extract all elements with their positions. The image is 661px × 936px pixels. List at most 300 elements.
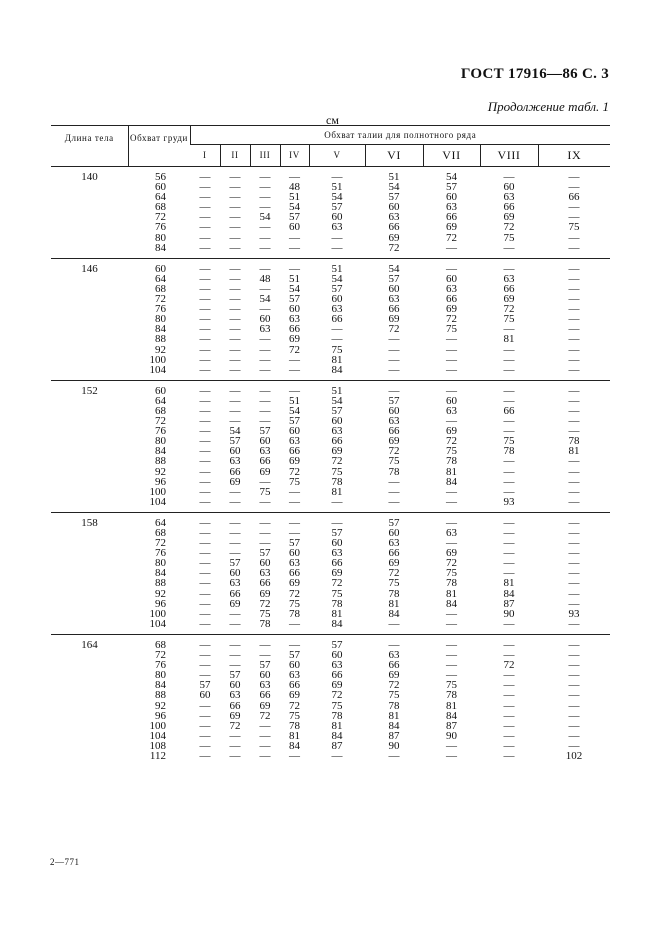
waist-cell: 60 <box>388 404 400 417</box>
waist-cell: — <box>503 455 515 468</box>
chest-cell: 100 <box>149 719 166 732</box>
chest-cell: 76 <box>155 221 166 234</box>
waist-cell: 69 <box>229 709 241 722</box>
chest-cell: 64 <box>155 394 166 407</box>
waist-cell: 81 <box>331 353 343 366</box>
body-length-cell <box>51 436 128 446</box>
waist-cell: 63 <box>229 455 241 468</box>
body-length-cell <box>51 192 128 202</box>
waist-cell: 63 <box>259 679 271 692</box>
waist-cell: — <box>503 719 515 732</box>
waist-cell: 60 <box>331 293 343 306</box>
waist-cell: 69 <box>331 445 343 458</box>
table-row <box>51 456 610 466</box>
waist-cell: 63 <box>259 323 271 336</box>
waist-cell: 57 <box>199 679 211 692</box>
waist-cell: 60 <box>259 557 271 570</box>
waist-cell: — <box>446 516 457 529</box>
waist-cell: 66 <box>229 699 241 712</box>
waist-cell: — <box>331 171 343 183</box>
table-row <box>51 334 610 344</box>
waist-cell: — <box>388 475 400 488</box>
waist-cell: — <box>331 241 343 254</box>
waist-cell: — <box>199 475 211 488</box>
waist-cell: 51 <box>289 191 300 204</box>
table-row <box>51 274 610 284</box>
waist-cell: 63 <box>388 649 400 662</box>
waist-cell: — <box>199 394 211 407</box>
waist-cell: 54 <box>446 171 457 183</box>
waist-cell: — <box>446 485 457 498</box>
waist-cell: — <box>503 669 515 682</box>
waist-cell: 63 <box>229 689 241 702</box>
waist-cell: 60 <box>331 211 343 224</box>
waist-cell: 69 <box>446 303 457 316</box>
chest-cell: 88 <box>155 577 166 590</box>
body-length-cell <box>51 548 128 558</box>
waist-cell: 57 <box>331 201 343 214</box>
waist-cell: 60 <box>259 435 271 448</box>
waist-cell: — <box>503 567 515 580</box>
waist-cell: — <box>199 303 211 316</box>
waist-cell: 75 <box>331 465 343 478</box>
chest-cell: 100 <box>149 353 166 366</box>
waist-cell: — <box>259 719 271 732</box>
waist-cell: — <box>259 333 271 346</box>
table-row <box>51 446 610 456</box>
waist-cell: — <box>229 537 241 550</box>
waist-cell: 84 <box>388 607 400 620</box>
waist-cell: — <box>388 495 400 508</box>
waist-cell: 57 <box>289 293 300 306</box>
waist-cell: — <box>229 282 241 295</box>
waist-cell: — <box>388 353 400 366</box>
table-row <box>51 355 610 365</box>
waist-cell: — <box>259 363 271 376</box>
waist-cell: 75 <box>568 221 580 234</box>
body-length-cell <box>51 456 128 466</box>
waist-cell: 54 <box>388 262 400 275</box>
waist-cell: — <box>289 516 300 529</box>
waist-cell: 60 <box>446 191 457 204</box>
waist-cell: 66 <box>388 547 400 560</box>
body-length-cell <box>51 599 128 609</box>
waist-cell: — <box>229 749 241 762</box>
waist-cell: 57 <box>259 425 271 438</box>
body-length-cell <box>51 680 128 690</box>
waist-cell: — <box>289 231 300 244</box>
waist-cell: — <box>331 323 343 336</box>
body-length-cell <box>51 609 128 619</box>
table-row <box>51 477 610 487</box>
waist-cell: 60 <box>289 659 300 672</box>
table-row <box>51 670 610 680</box>
waist-cell: — <box>446 739 457 752</box>
waist-cell: 66 <box>289 445 300 458</box>
waist-cell: 63 <box>289 313 300 326</box>
waist-cell: — <box>229 363 241 376</box>
waist-cell: — <box>568 241 580 254</box>
table-row <box>51 406 610 416</box>
waist-cell: 75 <box>446 679 457 692</box>
fullness-header-2: II <box>220 145 250 167</box>
waist-cell: — <box>229 313 241 326</box>
body-length-cell: 158 <box>81 516 98 529</box>
waist-cell: 63 <box>388 293 400 306</box>
waist-cell: — <box>446 749 457 762</box>
body-length-cell <box>51 741 128 751</box>
waist-cell: — <box>568 475 580 488</box>
chest-cell: 64 <box>155 191 166 204</box>
waist-cell: — <box>503 323 515 336</box>
waist-cell: 78 <box>331 475 343 488</box>
waist-cell: — <box>568 211 580 224</box>
table-row <box>51 380 610 396</box>
waist-cell: — <box>199 649 211 662</box>
waist-cell: — <box>503 241 515 254</box>
body-length-cell <box>51 487 128 497</box>
waist-cell: — <box>568 577 580 590</box>
waist-cell: 81 <box>503 333 515 346</box>
waist-cell: — <box>568 547 580 560</box>
waist-cell: — <box>568 567 580 580</box>
waist-cell: — <box>229 617 241 630</box>
chest-cell: 80 <box>155 313 166 326</box>
body-length-cell <box>51 406 128 416</box>
waist-cell: — <box>199 313 211 326</box>
waist-cell: — <box>568 201 580 214</box>
waist-cell: — <box>199 455 211 468</box>
body-length-cell <box>51 589 128 599</box>
waist-cell: — <box>229 607 241 620</box>
waist-cell: — <box>199 171 211 183</box>
waist-cell: 69 <box>331 567 343 580</box>
waist-cell: — <box>503 699 515 712</box>
waist-cell: — <box>331 495 343 508</box>
waist-cell: 102 <box>565 749 583 762</box>
body-length-cell <box>51 324 128 334</box>
chest-cell: 88 <box>155 455 166 468</box>
body-length-cell <box>51 528 128 538</box>
waist-cell: 72 <box>388 241 400 254</box>
table-row <box>51 528 610 538</box>
waist-cell: 81 <box>331 719 343 732</box>
waist-cell: 63 <box>331 425 343 438</box>
waist-cell: 66 <box>229 587 241 600</box>
waist-cell: — <box>503 649 515 662</box>
waist-cell: — <box>199 272 211 285</box>
chest-cell: 108 <box>149 739 166 752</box>
body-length-cell <box>51 690 128 700</box>
waist-cell: — <box>568 659 580 672</box>
table-row <box>51 578 610 588</box>
table-header <box>51 126 610 167</box>
chest-cell: 80 <box>155 669 166 682</box>
waist-cell: — <box>388 343 400 356</box>
waist-cell: 75 <box>388 577 400 590</box>
waist-cell: — <box>568 415 580 428</box>
waist-cell: 72 <box>331 455 343 468</box>
waist-cell: 75 <box>446 567 457 580</box>
waist-cell: 78 <box>331 709 343 722</box>
waist-cell: — <box>568 638 580 651</box>
chest-cell: 60 <box>155 181 166 194</box>
waist-cell: — <box>229 343 241 356</box>
chest-cell: 76 <box>155 547 166 560</box>
waist-cell: — <box>259 343 271 356</box>
waist-cell: 54 <box>331 272 343 285</box>
waist-cell: — <box>259 384 271 397</box>
waist-cell: 72 <box>289 587 300 600</box>
body-length-cell <box>51 222 128 232</box>
waist-cell: 66 <box>331 313 343 326</box>
table-row <box>51 599 610 609</box>
waist-cell: 78 <box>331 597 343 610</box>
waist-cell: 72 <box>259 597 271 610</box>
waist-cell: — <box>229 323 241 336</box>
table-row <box>51 202 610 212</box>
chest-cell: 76 <box>155 425 166 438</box>
waist-cell: — <box>388 363 400 376</box>
waist-cell: — <box>503 617 515 630</box>
waist-cell: 78 <box>289 607 300 620</box>
chest-cell: 92 <box>155 465 166 478</box>
waist-cell: 60 <box>289 425 300 438</box>
waist-cell: 57 <box>289 415 300 428</box>
waist-cell: — <box>229 201 241 214</box>
length-group <box>51 167 610 259</box>
waist-cell: 51 <box>331 384 343 397</box>
waist-cell: 84 <box>331 729 343 742</box>
waist-cell: — <box>503 527 515 539</box>
body-length-cell <box>51 711 128 721</box>
waist-cell: — <box>229 394 241 407</box>
waist-cell: 54 <box>331 191 343 204</box>
waist-cell: 66 <box>259 455 271 468</box>
waist-cell: — <box>259 221 271 234</box>
waist-cell: 51 <box>289 394 300 407</box>
waist-cell: — <box>199 201 211 214</box>
table-row <box>51 304 610 314</box>
body-length-cell <box>51 426 128 436</box>
chest-cell: 84 <box>155 241 166 254</box>
waist-cell: — <box>259 303 271 316</box>
waist-cell: — <box>199 495 211 508</box>
waist-cell: — <box>199 293 211 306</box>
waist-cell: — <box>259 415 271 428</box>
waist-cell: 57 <box>259 659 271 672</box>
waist-cell: — <box>229 384 241 397</box>
waist-cell: — <box>199 638 211 651</box>
table-row <box>51 589 610 599</box>
fullness-header-6: VI <box>365 145 423 167</box>
body-length-cell <box>51 233 128 243</box>
waist-cell: 90 <box>503 607 515 620</box>
waist-cell: — <box>446 607 457 620</box>
waist-cell: 60 <box>331 537 343 550</box>
waist-cell: 87 <box>446 719 457 732</box>
table-row <box>51 436 610 446</box>
waist-cell: 60 <box>388 527 400 539</box>
waist-cell: — <box>568 649 580 662</box>
waist-cell: — <box>199 557 211 570</box>
waist-cell: — <box>568 537 580 550</box>
table-row <box>51 426 610 436</box>
waist-cell: 87 <box>388 729 400 742</box>
table-row <box>51 497 610 513</box>
waist-cell: 57 <box>388 516 400 529</box>
waist-cell: 63 <box>388 415 400 428</box>
waist-cell: — <box>503 537 515 550</box>
waist-cell: 69 <box>289 333 300 346</box>
waist-cell: — <box>503 689 515 702</box>
waist-cell: — <box>568 465 580 478</box>
waist-cell: 90 <box>388 739 400 752</box>
waist-cell: 57 <box>388 394 400 407</box>
waist-cell: — <box>229 739 241 752</box>
waist-cell: 84 <box>331 617 343 630</box>
waist-cell: 69 <box>388 669 400 682</box>
waist-cell: 87 <box>503 597 515 610</box>
body-length-cell <box>51 578 128 588</box>
waist-cell: — <box>331 516 343 529</box>
waist-cell: 72 <box>446 231 457 244</box>
waist-cell: — <box>259 495 271 508</box>
chest-cell: 84 <box>155 445 166 458</box>
waist-group-header: Обхват талии для полнотного ряда <box>190 126 610 145</box>
waist-cell: — <box>229 181 241 194</box>
table-row <box>51 324 610 334</box>
waist-cell: 72 <box>446 557 457 570</box>
table-row <box>51 365 610 381</box>
waist-cell: — <box>568 384 580 397</box>
waist-cell: — <box>229 262 241 275</box>
waist-cell: 66 <box>388 425 400 438</box>
chest-cell: 68 <box>155 404 166 417</box>
waist-cell: 60 <box>331 415 343 428</box>
table-row <box>51 487 610 497</box>
body-length-cell <box>51 416 128 426</box>
waist-cell: 75 <box>503 231 515 244</box>
waist-cell: — <box>568 729 580 742</box>
waist-cell: 60 <box>199 689 211 702</box>
waist-cell: 66 <box>568 191 580 204</box>
waist-cell: — <box>199 191 211 204</box>
waist-cell: 54 <box>259 211 271 224</box>
waist-cell: — <box>446 495 457 508</box>
waist-cell: 72 <box>229 719 241 732</box>
waist-cell: — <box>503 384 515 397</box>
waist-cell: — <box>568 272 580 285</box>
waist-cell: — <box>229 272 241 285</box>
waist-cell: — <box>199 587 211 600</box>
waist-cell: 69 <box>446 425 457 438</box>
waist-cell: 84 <box>388 719 400 732</box>
waist-cell: — <box>568 739 580 752</box>
chest-cell: 88 <box>155 689 166 702</box>
body-length-cell <box>51 467 128 477</box>
body-length-cell <box>51 284 128 294</box>
body-length-cell <box>51 670 128 680</box>
waist-cell: — <box>259 537 271 550</box>
chest-cell: 104 <box>149 363 166 376</box>
waist-cell: — <box>503 475 515 488</box>
waist-cell: 66 <box>331 435 343 448</box>
waist-cell: 69 <box>388 435 400 448</box>
waist-cell: 75 <box>259 485 271 498</box>
waist-cell: — <box>446 537 457 550</box>
chest-cell: 80 <box>155 557 166 570</box>
waist-cell: — <box>199 537 211 550</box>
chest-cell: 68 <box>155 282 166 295</box>
waist-cell: — <box>568 181 580 194</box>
waist-cell: 66 <box>289 679 300 692</box>
waist-cell: — <box>568 679 580 692</box>
waist-cell: — <box>199 323 211 336</box>
waist-cell: — <box>388 749 400 762</box>
waist-cell: 66 <box>446 293 457 306</box>
waist-cell: 60 <box>388 282 400 295</box>
waist-cell: — <box>229 649 241 662</box>
chest-cell: 72 <box>155 415 166 428</box>
waist-cell: 57 <box>331 527 343 539</box>
table-row <box>51 751 610 766</box>
waist-cell: — <box>229 221 241 234</box>
waist-cell: 84 <box>446 597 457 610</box>
table-row <box>51 243 610 259</box>
chest-cell: 104 <box>149 729 166 742</box>
waist-cell: — <box>199 262 211 275</box>
waist-cell: 57 <box>289 649 300 662</box>
waist-cell: 60 <box>229 567 241 580</box>
waist-cell: — <box>229 495 241 508</box>
body-length-cell <box>51 212 128 222</box>
waist-cell: — <box>259 171 271 183</box>
length-group <box>51 512 610 634</box>
waist-cell: — <box>199 739 211 752</box>
chest-cell: 60 <box>155 384 166 397</box>
table-continuation-label: Продолжение табл. 1 <box>487 99 609 114</box>
chest-cell: 104 <box>149 495 166 508</box>
waist-cell: — <box>199 516 211 529</box>
chest-cell: 104 <box>149 617 166 630</box>
body-length-cell: 164 <box>81 638 98 651</box>
waist-cell: — <box>503 485 515 498</box>
waist-cell: — <box>229 527 241 539</box>
waist-cell: — <box>446 262 457 275</box>
body-length-cell <box>51 650 128 660</box>
waist-cell: — <box>289 171 300 183</box>
waist-cell: — <box>568 597 580 610</box>
waist-cell: — <box>259 739 271 752</box>
body-length-cell <box>51 294 128 304</box>
waist-cell: — <box>568 262 580 275</box>
waist-cell: — <box>568 333 580 346</box>
waist-cell: — <box>199 669 211 682</box>
waist-cell: — <box>229 191 241 204</box>
waist-cell: 63 <box>259 567 271 580</box>
body-length-cell <box>51 243 128 259</box>
body-length-cell <box>51 751 128 766</box>
body-length-cell: 146 <box>81 262 98 275</box>
waist-cell: — <box>503 638 515 651</box>
waist-cell: 57 <box>388 272 400 285</box>
waist-cell: — <box>229 659 241 672</box>
waist-cell: — <box>388 617 400 630</box>
waist-cell: — <box>199 181 211 194</box>
table-row <box>51 294 610 304</box>
waist-cell: 69 <box>388 313 400 326</box>
